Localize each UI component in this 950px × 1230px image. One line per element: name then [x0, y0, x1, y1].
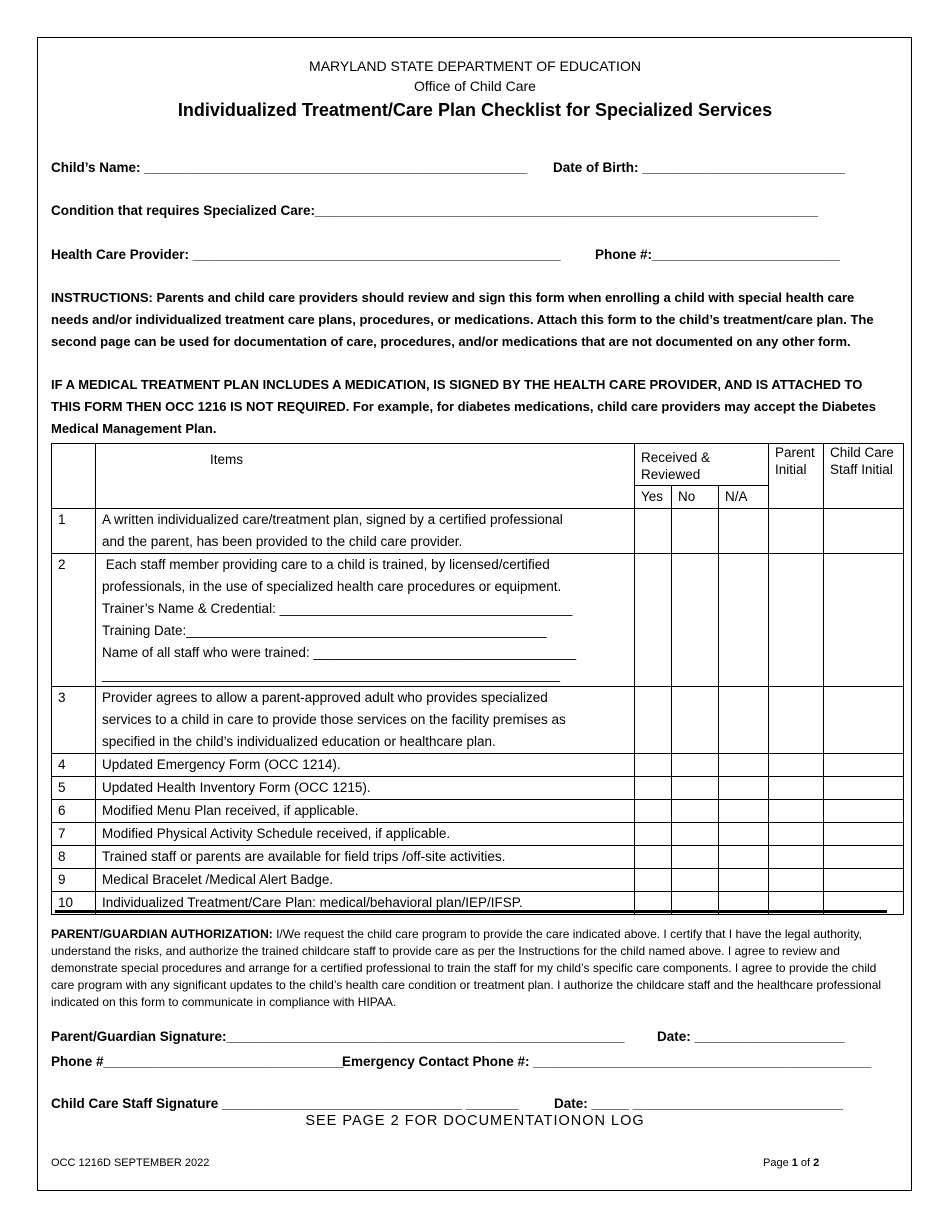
row-item-line: Medical Bracelet /Medical Alert Badge. [102, 872, 334, 887]
staff-initial-cell[interactable] [824, 754, 904, 777]
row-item-line: Trained staff or parents are available for field trips /off-site activities. [102, 849, 506, 864]
row-item [96, 554, 635, 687]
row-item-line: services to a child in care to provide those services on the facility premises as [102, 712, 566, 727]
row-item-line: Individualized Treatment/Care Plan: medical/behavioral plan/IEP/IFSP. [102, 895, 523, 910]
no-cell[interactable] [672, 823, 719, 846]
staff-initial-cell[interactable] [824, 777, 904, 800]
na-cell[interactable] [719, 846, 769, 869]
parent-initial-header: Parent Initial [769, 444, 824, 509]
row-item-line: Modified Physical Activity Schedule received, if applicable. [102, 826, 451, 841]
num-header [52, 444, 96, 509]
yes-cell[interactable] [635, 687, 672, 754]
yes-cell[interactable] [635, 777, 672, 800]
na-cell[interactable] [719, 509, 769, 554]
emergency-phone-field[interactable]: Emergency Contact Phone #: _____________________________________________ [342, 1054, 872, 1069]
items-header: Items [96, 444, 635, 509]
yes-cell[interactable] [635, 869, 672, 892]
no-cell[interactable] [672, 777, 719, 800]
row-item [96, 869, 635, 892]
row-item [96, 687, 635, 754]
row-item-line: _____________________________________________________________ [102, 667, 560, 682]
row-item-line: Provider agrees to allow a parent-approved adult who provides specialized [102, 690, 548, 705]
staff-initial-cell[interactable] [824, 800, 904, 823]
no-cell[interactable] [672, 800, 719, 823]
section-divider [55, 910, 887, 913]
row-item-line: Trainer’s Name & Credential: _______________________________________ [102, 601, 573, 616]
yes-header: Yes [635, 486, 672, 509]
parent-phone-field[interactable]: Phone #________________________________ [51, 1054, 344, 1069]
yes-cell[interactable] [635, 800, 672, 823]
checklist-table [51, 443, 904, 915]
na-cell[interactable] [719, 687, 769, 754]
staff-initial-cell[interactable] [824, 554, 904, 687]
row-item-line: Modified Menu Plan received, if applicable. [102, 803, 359, 818]
office-name: Office of Child Care [414, 78, 536, 94]
no-cell[interactable] [672, 846, 719, 869]
row-number: 8 [52, 846, 96, 869]
parent-initial-cell[interactable] [769, 554, 824, 687]
parent-initial-cell[interactable] [769, 687, 824, 754]
parent-initial-cell[interactable] [769, 869, 824, 892]
staff-initial-header: Child Care Staff Initial [824, 444, 904, 509]
form-id: OCC 1216D SEPTEMBER 2022 [51, 1157, 210, 1169]
row-item-line: Name of all staff who were trained: ___________________________________ [102, 645, 577, 660]
row-item [96, 777, 635, 800]
parent-signature-field[interactable]: Parent/Guardian Signature:_____________________________________________________ [51, 1029, 625, 1044]
received-header: Received & Reviewed [635, 444, 769, 486]
row-number: 4 [52, 754, 96, 777]
row-item-line: Training Date:________________________________________________ [102, 623, 547, 638]
table-row [52, 687, 904, 754]
page-number [763, 1157, 819, 1169]
page-total: 2 [813, 1157, 820, 1169]
yes-cell[interactable] [635, 823, 672, 846]
instructions-note: IF A MEDICAL TREATMENT PLAN INCLUDES A MEDICATION, IS SIGNED BY THE HEALTH CARE PROVIDER, AND IS ATTACHED TO THIS FORM THEN OCC 1216 IS NOT REQUIRED. For example, for diabetes medications, child care providers may accept the Diabetes Medical Management Plan. [51, 377, 877, 436]
no-cell[interactable] [672, 687, 719, 754]
see-page-note: SEE PAGE 2 FOR DOCUMENTATIONON LOG [305, 1113, 645, 1129]
na-cell[interactable] [719, 777, 769, 800]
na-cell[interactable] [719, 869, 769, 892]
staff-initial-cell[interactable] [824, 687, 904, 754]
authorization-text [51, 926, 899, 1011]
row-item-line: Updated Emergency Form (OCC 1214). [102, 757, 341, 772]
row-item-line: Updated Health Inventory Form (OCC 1215). [102, 780, 371, 795]
staff-initial-cell[interactable] [824, 509, 904, 554]
yes-cell[interactable] [635, 509, 672, 554]
authorization-label: PARENT/GUARDIAN AUTHORIZATION: [51, 927, 273, 941]
row-number: 9 [52, 869, 96, 892]
provider-phone-field[interactable]: Phone #:_________________________ [595, 247, 840, 262]
row-number: 6 [52, 800, 96, 823]
row-number: 7 [52, 823, 96, 846]
parent-initial-cell[interactable] [769, 754, 824, 777]
no-header: No [672, 486, 719, 509]
na-cell[interactable] [719, 823, 769, 846]
parent-date-field[interactable]: Date: ____________________ [657, 1029, 845, 1044]
row-item-line: and the parent, has been provided to the child care provider. [102, 534, 463, 549]
page-title: Individualized Treatment/Care Plan Checklist for Specialized Services [177, 100, 773, 120]
parent-initial-cell[interactable] [769, 846, 824, 869]
row-item-line: Each staff member providing care to a child is trained, by licensed/certified [102, 557, 550, 572]
staff-signature-field[interactable]: Child Care Staff Signature ________________________________ _______ [51, 1096, 519, 1111]
na-cell[interactable] [719, 800, 769, 823]
table-row [52, 777, 904, 800]
table-row [52, 869, 904, 892]
no-cell[interactable] [672, 509, 719, 554]
table-row [52, 754, 904, 777]
authorization-body: I/We request the child care program to provide the care indicated above. I certify that I have the legal authority, understand the risks, and authorize the trained childcare staff to provide care as per the Instructions for the child named above. I agree to review and demonstrate special procedures and arrange for a certified professional to train the staff for my child’s specific care components. I agree to provide the child care program with any significant updates to the child’s health care condition or treatment plan. I authorize the childcare staff and the healthcare professional indicated on this form to communicate in compliance with HIPAA. [51, 927, 882, 1009]
row-item [96, 823, 635, 846]
no-cell[interactable] [672, 554, 719, 687]
agency-name: MARYLAND STATE DEPARTMENT OF EDUCATION [309, 58, 641, 74]
dob-field[interactable]: Date of Birth: ___________________________ [553, 160, 845, 175]
staff-initial-cell[interactable] [824, 823, 904, 846]
yes-cell[interactable] [635, 846, 672, 869]
table-row [52, 800, 904, 823]
na-cell[interactable] [719, 554, 769, 687]
page-current: 1 [791, 1157, 798, 1169]
condition-field[interactable]: Condition that requires Specialized Care:___________________________________________________________________ [51, 203, 819, 218]
staff-initial-cell[interactable] [824, 846, 904, 869]
page-of: of [797, 1157, 814, 1169]
yes-cell[interactable] [635, 554, 672, 687]
row-number: 3 [52, 687, 96, 754]
parent-initial-cell[interactable] [769, 509, 824, 554]
na-cell[interactable] [719, 754, 769, 777]
no-cell[interactable] [672, 869, 719, 892]
row-number: 2 [52, 554, 96, 687]
row-number: 5 [52, 777, 96, 800]
row-item-line: professionals, in the use of specialized health care procedures or equipment. [102, 579, 562, 594]
row-item-line: specified in the child’s individualized education or healthcare plan. [102, 734, 496, 749]
row-item [96, 800, 635, 823]
row-item [96, 754, 635, 777]
page-prefix: Page [763, 1157, 792, 1169]
staff-initial-cell[interactable] [824, 869, 904, 892]
row-number: 1 [52, 509, 96, 554]
parent-initial-cell[interactable] [769, 777, 824, 800]
childs-name-field[interactable]: Child’s Name: ___________________________________________________ [51, 160, 528, 175]
row-item [96, 509, 635, 554]
table-row [52, 554, 904, 687]
no-cell[interactable] [672, 754, 719, 777]
yes-cell[interactable] [635, 754, 672, 777]
table-row [52, 823, 904, 846]
provider-field[interactable]: Health Care Provider: _________________________________________________ [51, 247, 561, 262]
parent-initial-cell[interactable] [769, 823, 824, 846]
staff-date-field[interactable]: Date: _____ ____________________________ [554, 1096, 844, 1111]
table-row [52, 509, 904, 554]
instructions-paragraph: INSTRUCTIONS: Parents and child care providers should review and sign this form when enrolling a child with special health care needs and/or individualized treatment care plans, procedures, or medications. Attach this form to the child’s treatment/care plan. The second page can be used for documentation of care, procedures, and/or medications that are not documented on any other form. [51, 290, 874, 349]
table-row [52, 846, 904, 869]
row-number: 10 [52, 892, 96, 915]
parent-initial-cell[interactable] [769, 800, 824, 823]
row-item [96, 846, 635, 869]
row-item-line: A written individualized care/treatment plan, signed by a certified professional [102, 512, 563, 527]
na-header: N/A [719, 486, 769, 509]
